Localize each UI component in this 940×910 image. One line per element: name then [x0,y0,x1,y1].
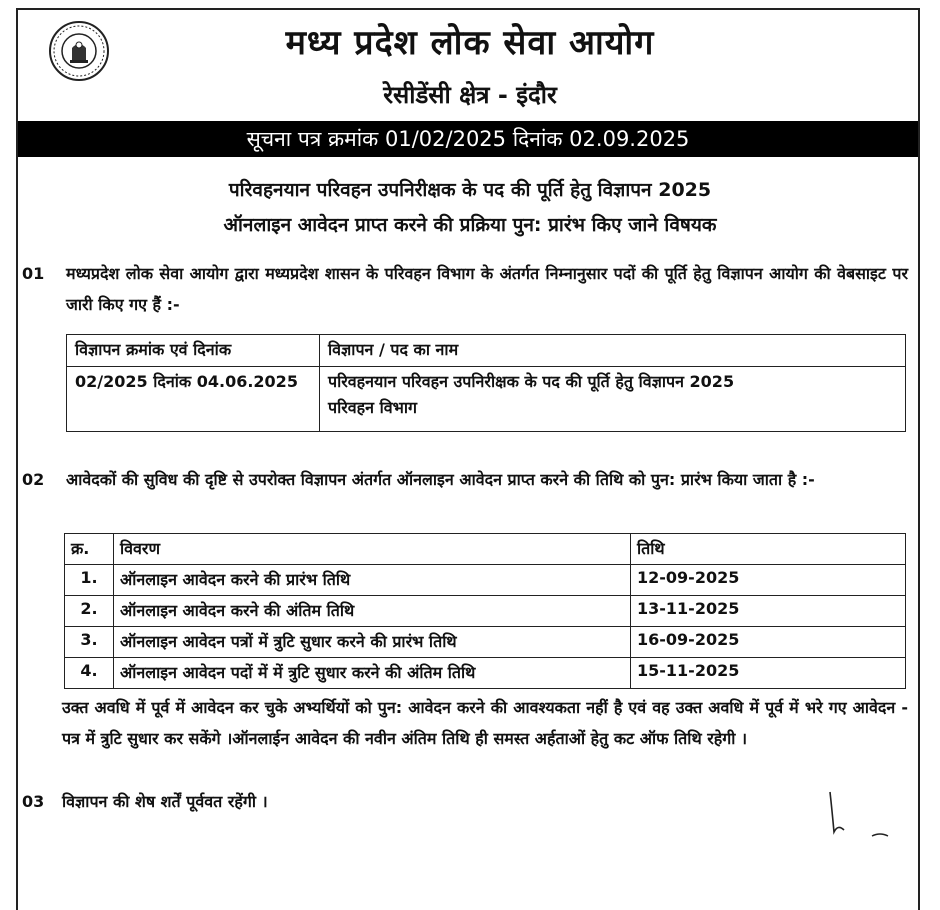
section-number-1: 01 [22,264,45,283]
post-name: परिवहनयान परिवहन उपनिरीक्षक के पद की पूर्ति हेतु विज्ञापन 2025 [328,372,735,391]
post-name-cell [320,367,906,432]
header-sn: क्र. [65,534,114,565]
section-1-text: मध्यप्रदेश लोक सेवा आयोग द्वारा मध्यप्रदेश शासन के परिवहन विभाग के अंतर्गत निम्नानुसार पदों की पूर्ति हेतु विज्ञापन आयोग की वेबसाइट पर जारी किए गए हैं :- [66,264,908,314]
header-description: विवरण [114,534,631,565]
description-cell: ऑनलाइन आवेदन पत्रों में त्रुटि सुधार करने की प्रारंभ तिथि [114,627,631,658]
date-cell: 12-09-2025 [631,565,906,596]
sn-cell: 4. [65,658,114,689]
organization-title: मध्य प्रदेश लोक सेवा आयोग [285,23,655,63]
table-header-row [65,534,906,565]
table-row [65,565,906,596]
header-ad-number: विज्ञापन क्रमांक एवं दिनांक [67,335,320,367]
sn-cell: 2. [65,596,114,627]
section-3-text: विज्ञापन की शेष शर्तें पूर्ववत रहेंगी । [62,792,268,811]
subject-line-2: ऑनलाइन आवेदन प्राप्त करने की प्रक्रिया पुन: प्रारंभ किए जाने विषयक [223,214,717,236]
description-cell: ऑनलाइन आवेदन करने की प्रारंभ तिथि [114,565,631,596]
table-row [67,367,906,432]
ad-number-cell: 02/2025 दिनांक 04.06.2025 [67,367,320,432]
description-cell: ऑनलाइन आवेदन पदों में में त्रुटि सुधार करने की अंतिम तिथि [114,658,631,689]
description-cell: ऑनलाइन आवेदन करने की अंतिम तिथि [114,596,631,627]
subject-line-1: परिवहनयान परिवहन उपनिरीक्षक के पद की पूर्ति हेतु विज्ञापन 2025 [228,179,712,201]
date-cell: 16-09-2025 [631,627,906,658]
table-row [65,627,906,658]
region-title: रेसीडेंसी क्षेत्र - इंदौर [383,81,557,109]
date-cell: 13-11-2025 [631,596,906,627]
section-2-note: उक्त अवधि में पूर्व में आवेदन कर चुके अभ्यर्थियों को पुन: आवेदन करने की आवश्यकता नहीं है एवं वह उक्त अवधि में पूर्व में भरे गए आवेदन - पत्र में त्रुटि सुधार कर सकेंगे ।ऑनलाईन आवेदन की नवीन अंतिम तिथि ही समस्त अर्हताओं हेतु कट ऑफ तिथि रहेगी । [62,698,908,748]
date-cell: 15-11-2025 [631,658,906,689]
table-row [65,596,906,627]
header-date: तिथि [631,534,906,565]
section-number-3: 03 [22,792,45,811]
sn-cell: 1. [65,565,114,596]
table-header-row [67,335,906,367]
table-row [65,658,906,689]
header-post-name: विज्ञापन / पद का नाम [320,335,906,367]
department-name: परिवहन विभाग [328,398,418,417]
section-2-text: आवेदकों की सुविध की दृष्टि से उपरोक्त विज्ञापन अंतर्गत ऑनलाइन आवेदन प्राप्त करने की तिथि को पुन: प्रारंभ किया जाता है :- [66,470,815,489]
schedule-table [64,533,906,689]
notice-banner: सूचना पत्र क्रमांक 01/02/2025 दिनांक 02.09.2025 [18,121,918,157]
section-number-2: 02 [22,470,45,489]
advertisement-table [66,334,906,432]
signature-mark-icon [822,790,892,838]
sn-cell: 3. [65,627,114,658]
